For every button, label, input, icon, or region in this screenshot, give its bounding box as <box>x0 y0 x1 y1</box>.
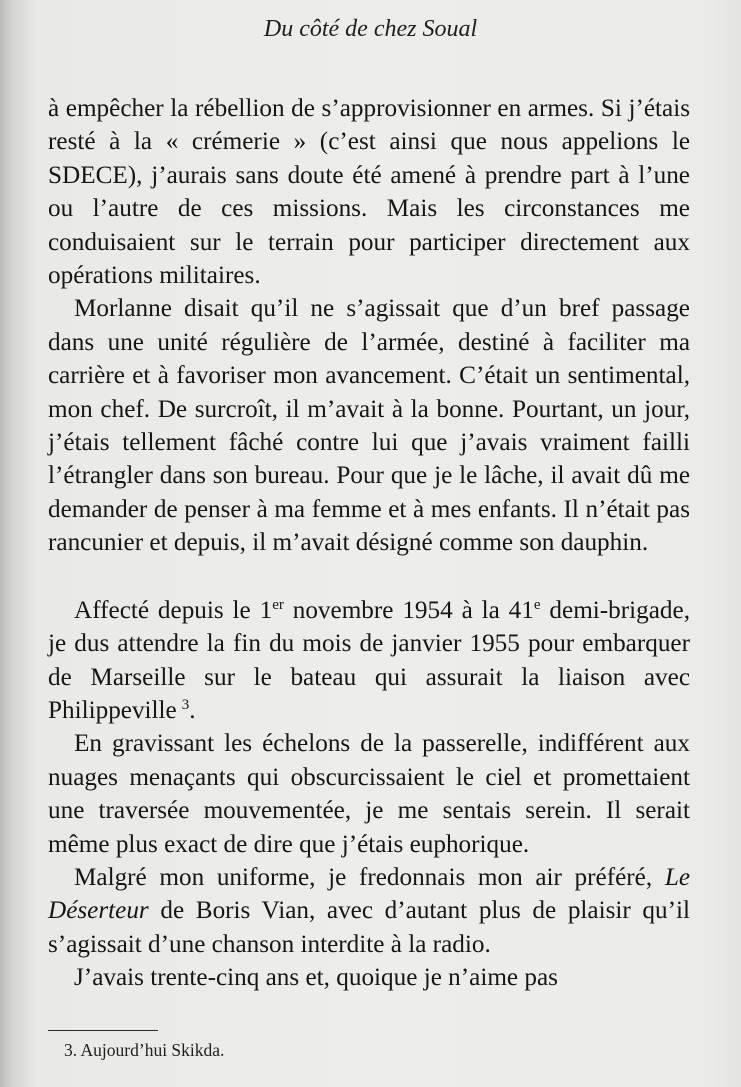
paragraph-3-text-a: Affecté depuis le 1 <box>74 596 273 624</box>
ordinal-superscript-e: e <box>533 596 541 613</box>
paragraph-1: à empêcher la rébellion de s’approvisionner en armes. Si j’étais resté à la « crémerie » (c’est ainsi que nous appelions le SDECE), j’aurais sans doute été amené à prendre part à l’une ou l’autre de ces missions. Mais les circonstances me conduisaient sur le terrain pour participer directement aux opérations militaires. <box>48 95 690 290</box>
footnote: 3. Aujourd’hui Skikda. <box>64 1040 225 1060</box>
body-text <box>48 92 690 995</box>
paragraph-5-text-b: de Boris Vian, avec d’autant plus de plaisir qu’il s’agissait d’une chanson interdite à la radio. <box>48 897 690 958</box>
paragraph-5-text-a: Malgré mon uniforme, je fredonnais mon air préféré, <box>74 863 665 891</box>
footnote-divider <box>48 1030 158 1031</box>
paragraph-4: En gravissant les échelons de la passerelle, indifférent aux nuages menaçants qui obscurcissaient le ciel et promettaient une traversée mouvementée, je me sentais serein. Il serait même plus exact de dire que j’étais euphorique. <box>48 730 690 858</box>
footnote-reference: 3 <box>181 696 190 713</box>
paragraph-3-end: . <box>189 696 196 724</box>
paragraph-6: J’avais trente-cinq ans et, quoique je n’aime pas <box>74 964 558 992</box>
paragraph-3 <box>48 594 690 728</box>
paragraph-5 <box>48 861 690 961</box>
section-break <box>48 560 690 594</box>
running-header: Du côté de chez Soual <box>263 16 478 42</box>
song-title: Le Déserteur <box>48 863 690 925</box>
paragraph-3-text-c: demi-brigade, je dus attendre la fin du mois de janvier 1955 pour embarquer de Marseille sur le bateau qui assurait la liaison avec Philippeville <box>48 596 690 724</box>
paragraph-3-text-b: novembre 1954 à la 41 <box>283 596 534 624</box>
ordinal-superscript-er: er <box>272 596 284 613</box>
paragraph-2: Morlanne disait qu’il ne s’agissait que d’un bref passage dans une unité régulière de l’armée, destiné à faciliter ma carrière et à favoriser mon avancement. C’était un sentimental, mon chef. De surcroît, il m’avait à la bonne. Pourtant, un jour, j’étais tellement fâché contre lui que j’avais vraiment failli l’étrangler dans son bureau. Pour que je le lâche, il avait dû me demander de penser à ma femme et à mes enfants. Il n’était pas rancunier et depuis, il m’avait désigné comme son dauphin. <box>48 295 690 557</box>
